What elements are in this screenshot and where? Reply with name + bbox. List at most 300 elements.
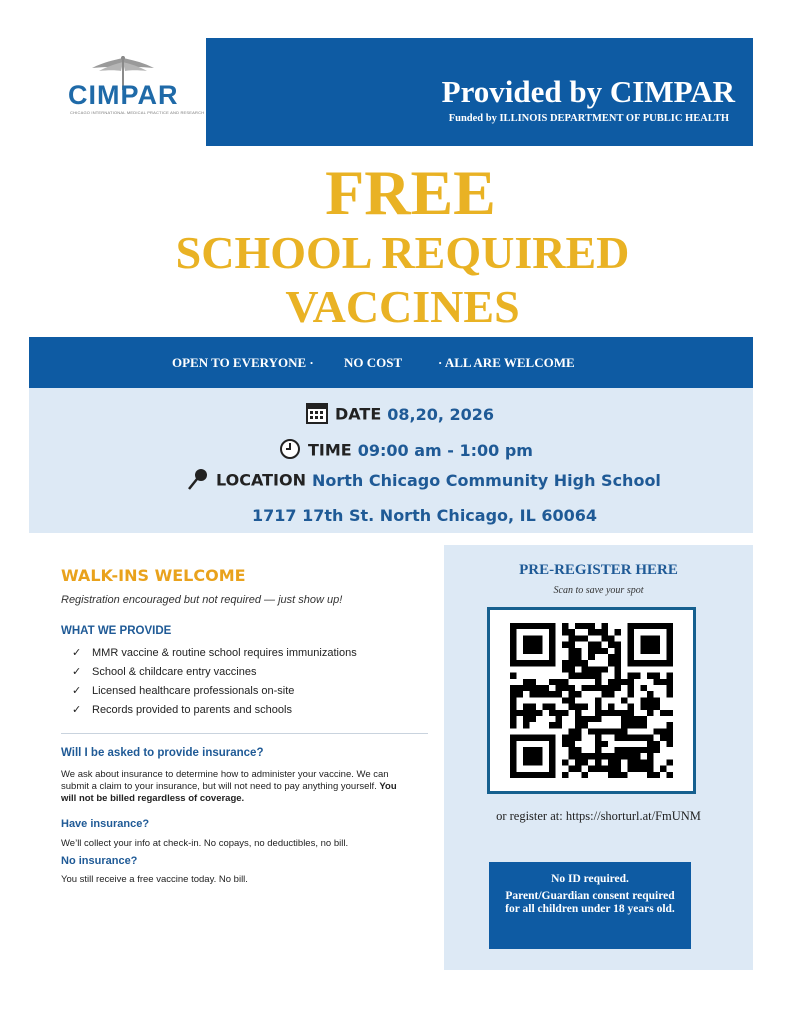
qr-module [608,642,615,648]
walkins-title: WALK-INS WELCOME [61,566,246,585]
qr-module [588,654,595,660]
qr-module [575,648,582,654]
qr-module [647,759,654,765]
qr-module [595,629,602,635]
qr-module [588,642,595,648]
headline-vaccines: VACCINES [285,281,520,332]
qr-module [647,741,654,747]
qr-module [608,710,615,716]
date-label: DATE [335,404,382,424]
qr-module [523,722,530,728]
qr-module [569,673,576,679]
list-item-text: Licensed healthcare professionals on-site [92,685,295,697]
qr-module [569,654,576,660]
qr-module [647,772,654,778]
register-panel [444,545,753,970]
walkins-subtitle: Registration encouraged but not required — just show up! [61,594,343,606]
banner-all-welcome: · ALL ARE WELCOME [438,355,575,370]
qr-module [601,635,608,641]
qr-module [575,710,582,716]
qr-module [640,635,660,654]
qr-module [627,759,634,765]
qr-module [627,766,634,772]
qr-module [562,642,569,648]
qr-code[interactable] [487,607,696,794]
qr-module [569,728,576,734]
logo-tagline: CHICAGO INTERNATIONAL MEDICAL PRACTICE AND RESEARCH [70,110,205,115]
qr-module [595,666,602,672]
qr-module [621,679,628,685]
qr-module [608,679,615,685]
qr-module [582,759,589,765]
qr-module [666,722,673,728]
qr-module [595,759,602,765]
qr-module [608,654,615,660]
qr-module [601,710,608,716]
list-item [72,684,357,703]
qr-module [530,679,537,685]
event-location-row [187,468,661,494]
qr-module [608,691,615,697]
location-label: LOCATION [216,470,306,490]
qr-code-image [510,623,673,778]
qr-module [608,766,615,772]
qr-module [634,766,641,772]
qr-module [666,710,673,716]
qr-module [640,685,647,691]
qr-module [608,704,615,710]
qr-module [562,629,569,635]
qr-module [588,685,595,691]
map-pin-icon [187,468,209,494]
qr-module [588,666,595,672]
qr-module [510,710,517,716]
qr-module [588,728,595,734]
qr-module [523,679,530,685]
qr-module [575,691,582,697]
qr-module [666,728,673,734]
qr-module [595,648,602,654]
qr-module [660,766,667,772]
qr-module [627,735,634,741]
qr-module [588,716,595,722]
qr-module [653,741,660,747]
qr-module [614,753,621,759]
qr-module [523,716,530,722]
qr-module [666,759,673,765]
clock-icon [279,438,301,464]
list-item [72,665,357,684]
qr-module [569,753,576,759]
list-item-text: School & childcare entry vaccines [92,666,257,678]
qr-module [627,710,634,716]
event-date-row [306,402,494,428]
qr-module [608,753,615,759]
qr-module [640,716,647,722]
qr-module [582,716,589,722]
qr-module [523,704,530,710]
qr-module [562,660,569,666]
qr-module [653,704,660,710]
qr-module [666,772,673,778]
no-insurance-title: No insurance? [61,855,138,867]
check-icon: ✓ [72,704,82,716]
qr-module [549,704,556,710]
qr-module [660,710,667,716]
qr-module [582,635,589,641]
qr-module [530,685,537,691]
qr-module [562,685,569,691]
qr-module [595,704,602,710]
qr-module [588,673,595,679]
qr-module [588,766,595,772]
qr-module [614,772,621,778]
qr-module [582,685,589,691]
qr-module [588,629,595,635]
consent-text: Parent/Guardian consent required for all children under 18 years old. [505,889,675,915]
qr-module [608,728,615,734]
qr-module [543,685,550,691]
section-divider [61,733,428,734]
qr-module [517,710,524,716]
qr-module [549,710,556,716]
qr-module [666,679,673,685]
qr-module [601,741,608,747]
qr-module [627,685,634,691]
qr-module [510,685,517,691]
qr-module [614,685,621,691]
qr-module [647,691,654,697]
qr-module [569,691,576,697]
qr-module [614,654,621,660]
provide-list [72,646,357,722]
qr-module [614,735,621,741]
qr-module [549,679,556,685]
qr-module [653,673,660,679]
qr-module [523,685,530,691]
qr-module [653,679,660,685]
qr-module [569,660,576,666]
qr-module [582,772,589,778]
qr-module [582,666,589,672]
qr-module [569,635,576,641]
list-item-text: MMR vaccine & routine school requires immunizations [92,647,357,659]
qr-module [575,660,582,666]
qr-module [510,697,517,703]
qr-module [627,716,634,722]
list-item [72,646,357,665]
qr-module [634,747,641,753]
qr-module [608,635,615,641]
qr-module [588,623,595,629]
qr-module [601,648,608,654]
insurance-paragraph-bold: You will not be billed regardless of coverage. [61,781,397,804]
qr-module [549,691,556,697]
qr-module [588,753,595,759]
qr-module [640,735,647,741]
qr-module [640,722,647,728]
qr-module [614,660,621,666]
qr-module [549,722,556,728]
qr-module [666,741,673,747]
provide-title: WHAT WE PROVIDE [61,625,172,637]
insurance-paragraph [61,769,401,805]
qr-module [595,673,602,679]
qr-module [647,753,654,759]
qr-module [666,685,673,691]
qr-module [647,673,654,679]
qr-module [595,753,602,759]
list-item [72,703,357,722]
qr-module [562,759,569,765]
qr-module [640,697,647,703]
qr-module [536,691,543,697]
qr-module [653,728,660,734]
qr-module [621,728,628,734]
qr-module [647,704,654,710]
qr-module [595,685,602,691]
qr-module [614,728,621,734]
qr-module [601,685,608,691]
qr-module [601,691,608,697]
qr-module [575,759,582,765]
qr-module [595,766,602,772]
qr-module [569,642,576,648]
qr-module [575,673,582,679]
scan-subtitle: Scan to save your spot [553,585,644,596]
qr-module [640,747,647,753]
header-title: Provided by CIMPAR [441,74,735,109]
qr-module [575,728,582,734]
qr-module [627,673,634,679]
qr-module [653,747,660,753]
qr-module [595,741,602,747]
insurance-paragraph-text: We ask about insurance to determine how to administer your vaccine. We can submit a claim to your insurance, but will not need to pay anything yourself. [61,769,389,792]
qr-module [634,716,641,722]
qr-module [510,673,517,679]
features-banner [29,337,753,388]
qr-module [562,741,569,747]
qr-module [647,735,654,741]
cimpar-logo [62,56,205,124]
qr-module [556,710,563,716]
qr-module [575,735,582,741]
qr-module [621,747,628,753]
qr-module [627,747,634,753]
qr-module [621,697,628,703]
qr-module [595,728,602,734]
check-icon: ✓ [72,647,82,659]
qr-module [608,759,615,765]
qr-module [647,747,654,753]
qr-module [575,704,582,710]
qr-module [614,642,621,648]
qr-module [575,654,582,660]
qr-module [536,685,543,691]
no-insurance-text: You still receive a free vaccine today. No bill. [61,874,248,885]
qr-module [627,753,634,759]
qr-module [634,753,641,759]
qr-module [640,766,647,772]
qr-module [666,691,673,697]
qr-module [523,635,543,654]
qr-module [601,623,608,629]
header-subtitle: Funded by ILLINOIS DEPARTMENT OF PUBLIC HEALTH [448,113,729,124]
qr-module [627,704,634,710]
qr-module [601,728,608,734]
qr-module [569,697,576,703]
date-value: 08,20, 2026 [387,404,495,424]
calendar-icon [306,402,328,428]
banner-no-cost: NO COST [344,355,403,370]
event-info-panel [29,388,753,533]
qr-module [575,635,582,641]
register-link[interactable]: or register at: https://shorturl.at/FmUNM [496,809,701,823]
qr-module [556,716,563,722]
qr-module [582,623,589,629]
qr-module [627,679,634,685]
qr-module [627,691,634,697]
qr-module [523,710,530,716]
qr-module [601,666,608,672]
have-insurance-text: We’ll collect your info at check-in. No copays, no deductibles, no bill. [61,838,349,849]
insurance-question: Will I be asked to provide insurance? [61,747,264,759]
qr-module [556,679,563,685]
qr-module [614,679,621,685]
qr-module [595,735,602,741]
qr-module [575,766,582,772]
qr-module [562,623,569,629]
qr-module [569,735,576,741]
qr-module [582,673,589,679]
qr-module [543,691,550,697]
qr-module [614,666,621,672]
event-address: 1717 17th St. North Chicago, IL 60064 [252,506,598,525]
qr-module [660,735,667,741]
qr-module [595,642,602,648]
qr-module [647,697,654,703]
qr-module [614,759,621,765]
qr-module [614,766,621,772]
qr-module [595,710,602,716]
qr-module [575,747,582,753]
qr-module [621,722,628,728]
qr-module [530,716,537,722]
qr-module [601,766,608,772]
time-label: TIME [308,440,352,460]
qr-module [530,710,537,716]
qr-module [530,691,537,697]
qr-module [614,747,621,753]
no-id-text: No ID required. [551,873,629,885]
qr-module [569,666,576,672]
qr-module [660,679,667,685]
qr-module [647,710,654,716]
qr-module [595,747,602,753]
qr-module [647,766,654,772]
qr-module [569,685,576,691]
id-notice-box [489,862,691,949]
qr-module [640,704,647,710]
qr-module [517,685,524,691]
qr-module [653,697,660,703]
qr-module [601,629,608,635]
logo-wordmark: CIMPAR [68,80,179,110]
qr-module [666,673,673,679]
qr-module [608,660,615,666]
qr-module [556,685,563,691]
qr-module [510,716,517,722]
qr-module [621,735,628,741]
qr-module [562,697,569,703]
qr-module [556,722,563,728]
qr-module [575,753,582,759]
qr-module [614,629,621,635]
qr-module [621,710,628,716]
check-icon: ✓ [72,685,82,697]
qr-module [595,716,602,722]
banner-open-to-everyone: OPEN TO EVERYONE · [172,355,314,370]
qr-module [634,673,641,679]
qr-module [621,753,628,759]
qr-module [582,722,589,728]
header-banner [206,38,753,146]
qr-module [517,691,524,697]
qr-module [569,629,576,635]
qr-module [660,728,667,734]
qr-module [575,716,582,722]
qr-module [510,704,517,710]
have-insurance-title: Have insurance? [61,818,150,830]
qr-module [569,704,576,710]
qr-module [523,747,543,766]
qr-module [595,697,602,703]
headline-free: FREE [325,157,496,228]
preregister-title: PRE-REGISTER HERE [519,562,678,578]
qr-module [614,710,621,716]
qr-module [621,716,628,722]
qr-module [562,679,569,685]
qr-module [530,704,537,710]
check-icon: ✓ [72,666,82,678]
qr-module [562,772,569,778]
qr-module [510,722,517,728]
qr-module [575,722,582,728]
qr-module [666,735,673,741]
qr-module [601,753,608,759]
qr-module [536,710,543,716]
qr-module [634,735,641,741]
qr-module [608,772,615,778]
qr-module [614,648,621,654]
qr-module [588,648,595,654]
qr-module [634,722,641,728]
qr-module [621,772,628,778]
qr-module [562,710,569,716]
qr-module [575,623,582,629]
qr-module [582,753,589,759]
qr-module [569,648,576,654]
qr-module [595,679,602,685]
time-value: 09:00 am - 1:00 pm [357,440,533,460]
qr-module [556,691,563,697]
qr-module [562,735,569,741]
list-item-text: Records provided to parents and schools [92,704,292,716]
qr-module [582,704,589,710]
qr-module [510,691,517,697]
qr-module [634,759,641,765]
location-value: North Chicago Community High School [311,470,661,490]
